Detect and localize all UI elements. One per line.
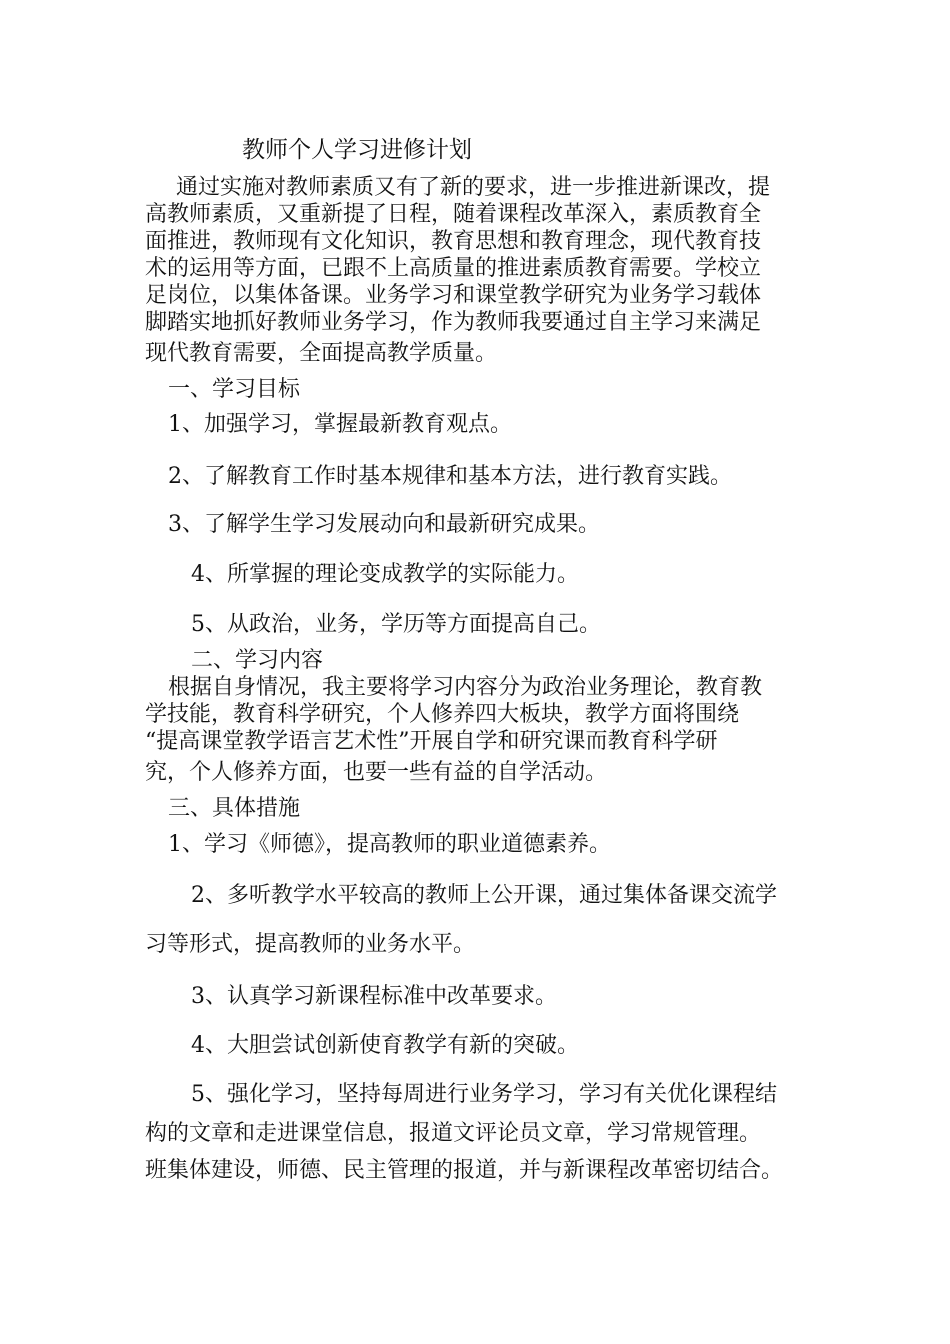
content-line: 学技能，教育科学研究，个人修养四大板块，教学方面将围绕: [145, 702, 740, 727]
intro-line: 现代教育需要，全面提高教学质量。: [145, 341, 498, 366]
page-title: 教师个人学习进修计划: [242, 137, 472, 163]
measure-item: 5、强化学习，坚持每周进行业务学习，学习有关优化课程结: [191, 1082, 777, 1107]
measure-item: 4、大胆尝试创新使育教学有新的突破。: [191, 1033, 579, 1058]
measure-item: 3、认真学习新课程标准中改革要求。: [191, 984, 557, 1009]
goal-item: 1、加强学习，掌握最新教育观点。: [168, 412, 512, 437]
goal-item: 4、所掌握的理论变成教学的实际能力。: [191, 562, 579, 587]
goal-item: 2、了解教育工作时基本规律和基本方法，进行教育实践。: [168, 464, 732, 489]
section-heading-content: 二、学习内容: [191, 648, 324, 673]
content-line: 根据自身情况，我主要将学习内容分为政治业务理论，教育教: [168, 675, 763, 700]
intro-line: 面推进，教师现有文化知识，教育思想和教育理念，现代教育技: [145, 229, 762, 254]
section-heading-goals: 一、学习目标: [168, 377, 301, 402]
measure-item: 2、多听教学水平较高的教师上公开课，通过集体备课交流学: [191, 883, 777, 908]
intro-line: 足岗位，以集体备课。业务学习和课堂教学研究为业务学习载体: [145, 283, 762, 308]
intro-line: 术的运用等方面，已跟不上高质量的推进素质教育需要。学校立: [145, 256, 762, 281]
measure-item: 习等形式，提高教师的业务水平。: [145, 932, 476, 957]
intro-line: 高教师素质，又重新提了日程，随着课程改革深入，素质教育全: [145, 202, 762, 227]
goal-item: 5、从政治，业务，学历等方面提高自己。: [191, 612, 601, 637]
intro-line: 脚踏实地抓好教师业务学习，作为教师我要通过自主学习来满足: [145, 310, 762, 335]
intro-line: 通过实施对教师素质又有了新的要求，进一步推进新课改，提: [176, 175, 771, 200]
measure-item: 构的文章和走进课堂信息，报道文评论员文章，学习常规管理。: [145, 1121, 762, 1146]
section-heading-measures: 三、具体措施: [168, 796, 301, 821]
content-line: “提高课堂教学语言艺术性”开展自学和研究课而教育科学研: [145, 729, 718, 754]
measure-item: 班集体建设，师德、民主管理的报道，并与新课程改革密切结合。: [145, 1158, 784, 1183]
content-line: 究，个人修养方面，也要一些有益的自学活动。: [145, 760, 608, 785]
measure-item: 1、学习《师德》，提高教师的职业道德素养。: [168, 832, 611, 857]
goal-item: 3、了解学生学习发展动向和最新研究成果。: [168, 512, 600, 537]
